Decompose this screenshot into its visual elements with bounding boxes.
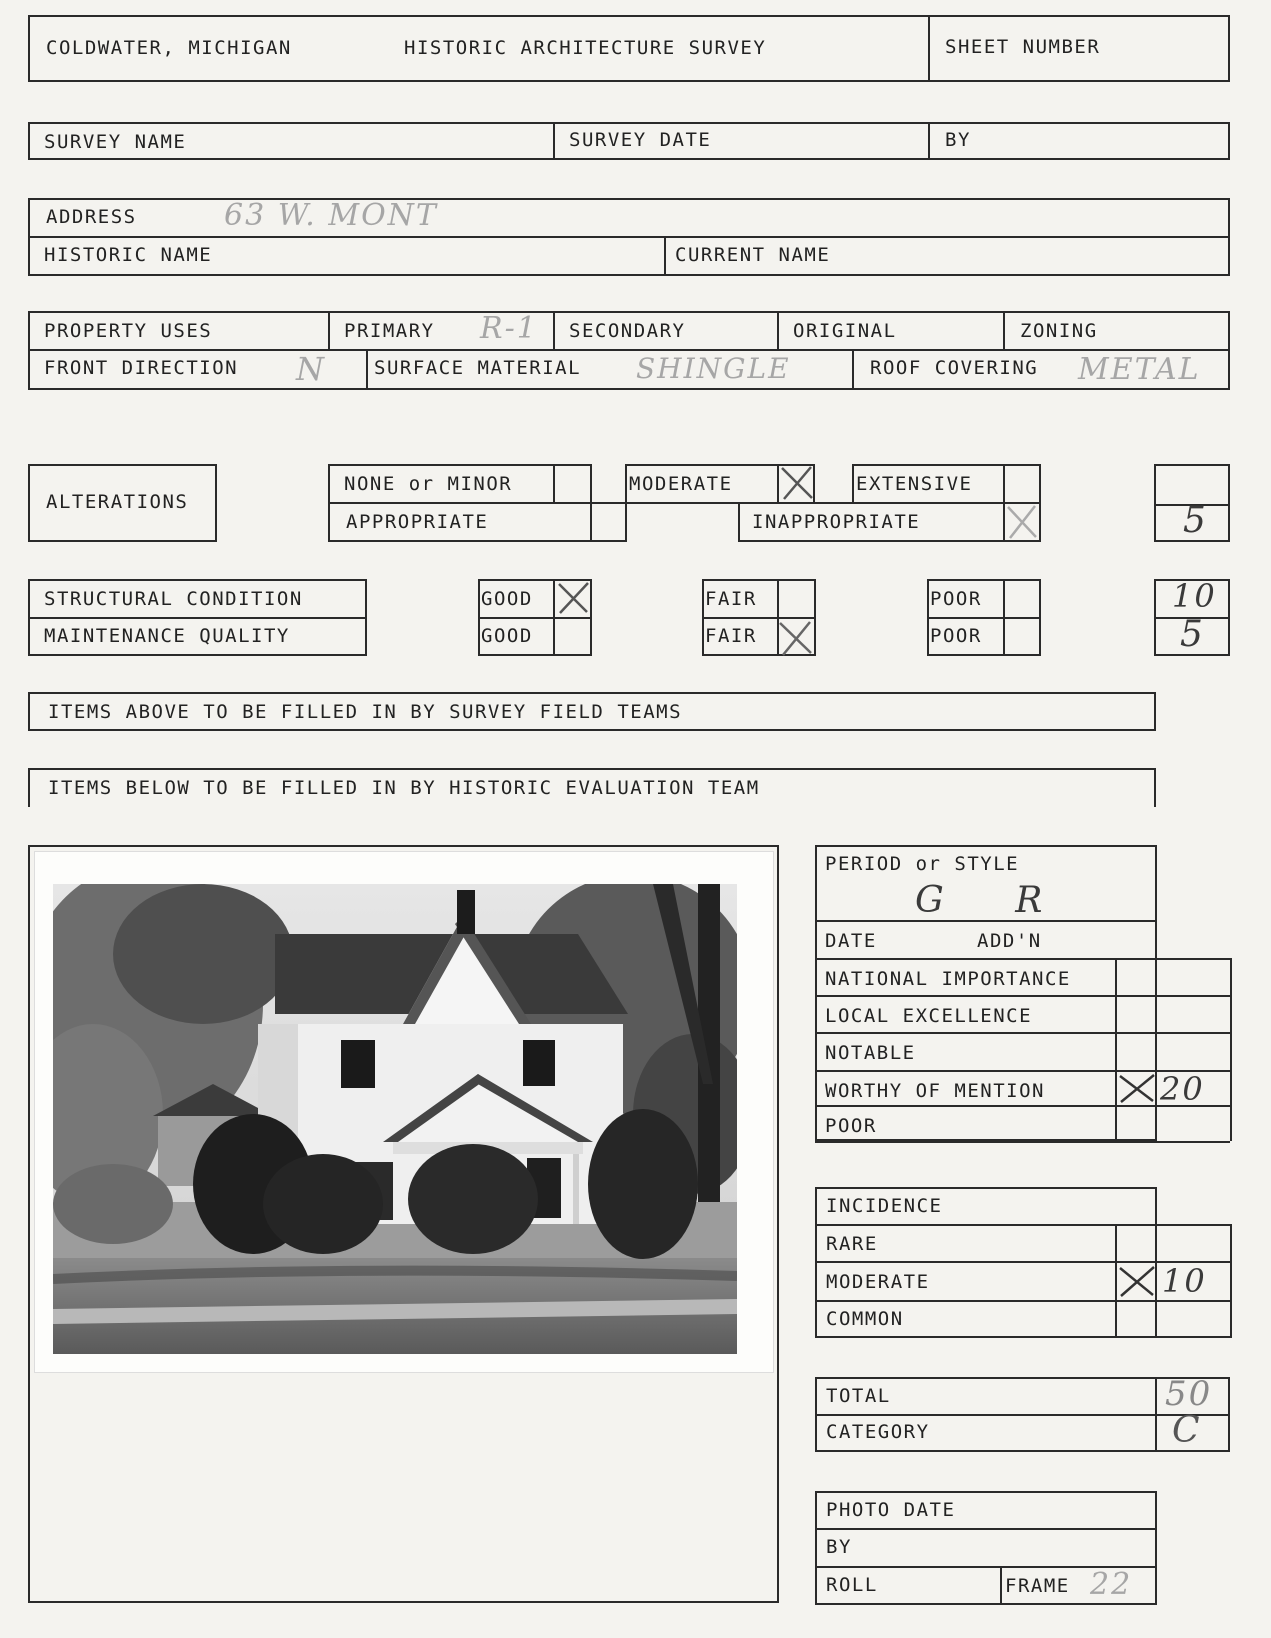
- total-label: TOTAL: [826, 1385, 891, 1407]
- significance-score: 20: [1160, 1070, 1205, 1108]
- alt-appropriate-label: APPROPRIATE: [346, 511, 489, 533]
- structural-score: 10: [1172, 577, 1217, 615]
- alterations-score: 5: [1183, 500, 1208, 541]
- address-label: ADDRESS: [46, 206, 137, 228]
- maintenance-quality-label: MAINTENANCE QUALITY: [44, 625, 290, 647]
- roof-covering-label: ROOF COVERING: [870, 357, 1039, 379]
- original-label: ORIGINAL: [793, 320, 897, 342]
- period-label: PERIOD or STYLE: [825, 853, 1020, 875]
- photo-by-label: BY: [826, 1536, 852, 1558]
- alt-inappropriate-check-mark: [1004, 503, 1040, 541]
- header-title: HISTORIC ARCHITECTURE SURVEY: [404, 37, 767, 59]
- frame-label: FRAME: [1005, 1575, 1070, 1597]
- historic-name-label: HISTORIC NAME: [44, 244, 213, 266]
- primary-value: R-1: [480, 311, 538, 346]
- structural-good-check-mark: [555, 580, 591, 616]
- maintenance-score: 5: [1180, 614, 1205, 655]
- category-value: C: [1172, 1410, 1202, 1451]
- alt-none-minor-label: NONE or MINOR: [344, 473, 513, 495]
- house-photo: [53, 884, 737, 1354]
- period-value: G R: [915, 880, 1073, 921]
- worthy-check-mark: [1117, 1072, 1157, 1104]
- alt-moderate-label: MODERATE: [629, 473, 733, 495]
- incidence-moderate-check-mark: [1117, 1264, 1157, 1298]
- category-label: CATEGORY: [826, 1421, 930, 1443]
- date-label: DATE: [825, 930, 877, 952]
- addn-label: ADD'N: [977, 930, 1042, 952]
- surface-material-value: SHINGLE: [636, 352, 791, 385]
- frame-value: 22: [1090, 1567, 1133, 1602]
- structural-condition-label: STRUCTURAL CONDITION: [44, 588, 303, 610]
- photo-date-label: PHOTO DATE: [826, 1499, 956, 1521]
- structural-poor-label: POOR: [930, 588, 982, 610]
- zoning-label: ZONING: [1020, 320, 1098, 342]
- local-excellence-label: LOCAL EXCELLENCE: [825, 1005, 1033, 1027]
- maintenance-poor-label: POOR: [930, 625, 982, 647]
- structural-good-label: GOOD: [481, 588, 533, 610]
- structural-fair-label: FAIR: [705, 588, 757, 610]
- sheet-number-label: SHEET NUMBER: [945, 36, 1101, 58]
- front-direction-label: FRONT DIRECTION: [44, 357, 239, 379]
- current-name-label: CURRENT NAME: [675, 244, 831, 266]
- incidence-label: INCIDENCE: [826, 1195, 943, 1217]
- incidence-score: 10: [1162, 1262, 1207, 1300]
- maintenance-good-label: GOOD: [481, 625, 533, 647]
- survey-by-label: BY: [945, 129, 971, 151]
- address-value: 63 W. MONT: [224, 198, 438, 233]
- notes-above: ITEMS ABOVE TO BE FILLED IN BY SURVEY FIELD TEAMS: [48, 701, 683, 723]
- evaluation-poor-label: POOR: [825, 1115, 877, 1137]
- alt-moderate-check-mark: [779, 463, 815, 503]
- alt-extensive-label: EXTENSIVE: [856, 473, 973, 495]
- survey-name-label: SURVEY NAME: [44, 131, 187, 153]
- notes-below: ITEMS BELOW TO BE FILLED IN BY HISTORIC EVALUATION TEAM: [48, 777, 760, 799]
- alt-inappropriate-label: INAPPROPRIATE: [752, 511, 921, 533]
- notable-label: NOTABLE: [825, 1042, 916, 1064]
- roll-label: ROLL: [826, 1574, 878, 1596]
- rare-label: RARE: [826, 1233, 878, 1255]
- maintenance-fair-check-mark: [777, 619, 815, 657]
- common-label: COMMON: [826, 1308, 904, 1330]
- header-city: COLDWATER, MICHIGAN: [46, 37, 292, 59]
- maintenance-fair-label: FAIR: [705, 625, 757, 647]
- front-direction-value: N: [296, 350, 326, 388]
- incidence-moderate-label: MODERATE: [826, 1271, 930, 1293]
- surface-material-label: SURFACE MATERIAL: [374, 357, 582, 379]
- primary-label: PRIMARY: [344, 320, 435, 342]
- worthy-of-mention-label: WORTHY OF MENTION: [825, 1080, 1045, 1102]
- secondary-label: SECONDARY: [569, 320, 686, 342]
- survey-date-label: SURVEY DATE: [569, 129, 712, 151]
- national-importance-label: NATIONAL IMPORTANCE: [825, 968, 1071, 990]
- total-value: 50: [1165, 1374, 1213, 1414]
- property-uses-label: PROPERTY USES: [44, 320, 213, 342]
- roof-covering-value: METAL: [1078, 352, 1201, 387]
- alterations-label: ALTERATIONS: [46, 491, 189, 513]
